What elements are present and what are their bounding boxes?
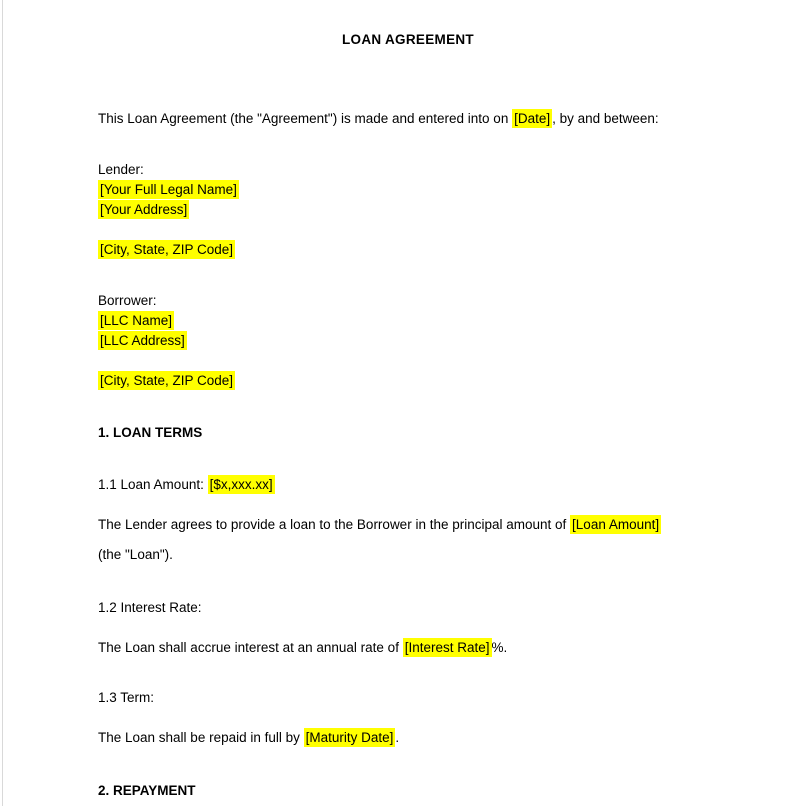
- borrower-name-line: [98, 311, 718, 331]
- term-paragraph: [98, 723, 718, 753]
- interest-rate-paragraph: [98, 633, 718, 663]
- interest-rate-placeholder[interactable]: [Interest Rate]: [404, 640, 490, 655]
- loan-amount-value-placeholder[interactable]: [$x,xxx.xx]: [209, 477, 273, 492]
- interest-paragraph-post: %.: [491, 640, 508, 655]
- lender-name-line: [98, 180, 718, 200]
- term-paragraph-post: .: [395, 730, 400, 745]
- lender-name-placeholder[interactable]: [Your Full Legal Name]: [100, 182, 237, 197]
- loan-amount-paragraph-pre: The Lender agrees to provide a loan to the Borrower in the principal amount of: [98, 517, 571, 532]
- borrower-city-line: [98, 371, 718, 391]
- section-1-heading: 1. LOAN TERMS: [98, 425, 203, 440]
- borrower-address-line: [98, 331, 718, 351]
- interest-paragraph-pre: The Loan shall accrue interest at an annual rate of: [98, 640, 403, 655]
- lender-label: Lender:: [98, 162, 144, 177]
- lender-address-line: [98, 200, 718, 220]
- document-title: LOAN AGREEMENT: [342, 32, 474, 47]
- intro-paragraph: [98, 110, 718, 127]
- loan-amount-paragraph: [98, 510, 718, 570]
- term-label-line: 1.3 Term:: [98, 690, 155, 705]
- borrower-name-placeholder[interactable]: [LLC Name]: [100, 313, 173, 328]
- intro-text-pre: This Loan Agreement (the "Agreement") is made and entered into on: [98, 111, 513, 126]
- section-2-heading: 2. REPAYMENT: [98, 783, 196, 798]
- intro-text-post: , by and between:: [552, 111, 659, 126]
- lender-city-line: [98, 240, 718, 260]
- loan-amount-placeholder[interactable]: [Loan Amount]: [572, 517, 660, 532]
- blank-line: [98, 220, 718, 240]
- loan-amount-paragraph-post: (the "Loan").: [98, 547, 173, 562]
- loan-amount-label: 1.1 Loan Amount:: [98, 477, 208, 492]
- lender-block: [98, 160, 718, 260]
- blank-line: [98, 351, 718, 371]
- borrower-city-placeholder[interactable]: [City, State, ZIP Code]: [100, 373, 234, 388]
- lender-city-placeholder[interactable]: [City, State, ZIP Code]: [100, 242, 234, 257]
- borrower-label: Borrower:: [98, 293, 157, 308]
- borrower-block: [98, 291, 718, 391]
- borrower-address-placeholder[interactable]: [LLC Address]: [100, 333, 185, 348]
- interest-rate-label-line: 1.2 Interest Rate:: [98, 600, 202, 615]
- lender-address-placeholder[interactable]: [Your Address]: [100, 202, 188, 217]
- term-paragraph-pre: The Loan shall be repaid in full by: [98, 730, 304, 745]
- page-left-border: [2, 0, 3, 806]
- date-placeholder[interactable]: [Date]: [514, 111, 551, 126]
- loan-amount-line: [98, 470, 718, 500]
- maturity-date-placeholder[interactable]: [Maturity Date]: [305, 730, 394, 745]
